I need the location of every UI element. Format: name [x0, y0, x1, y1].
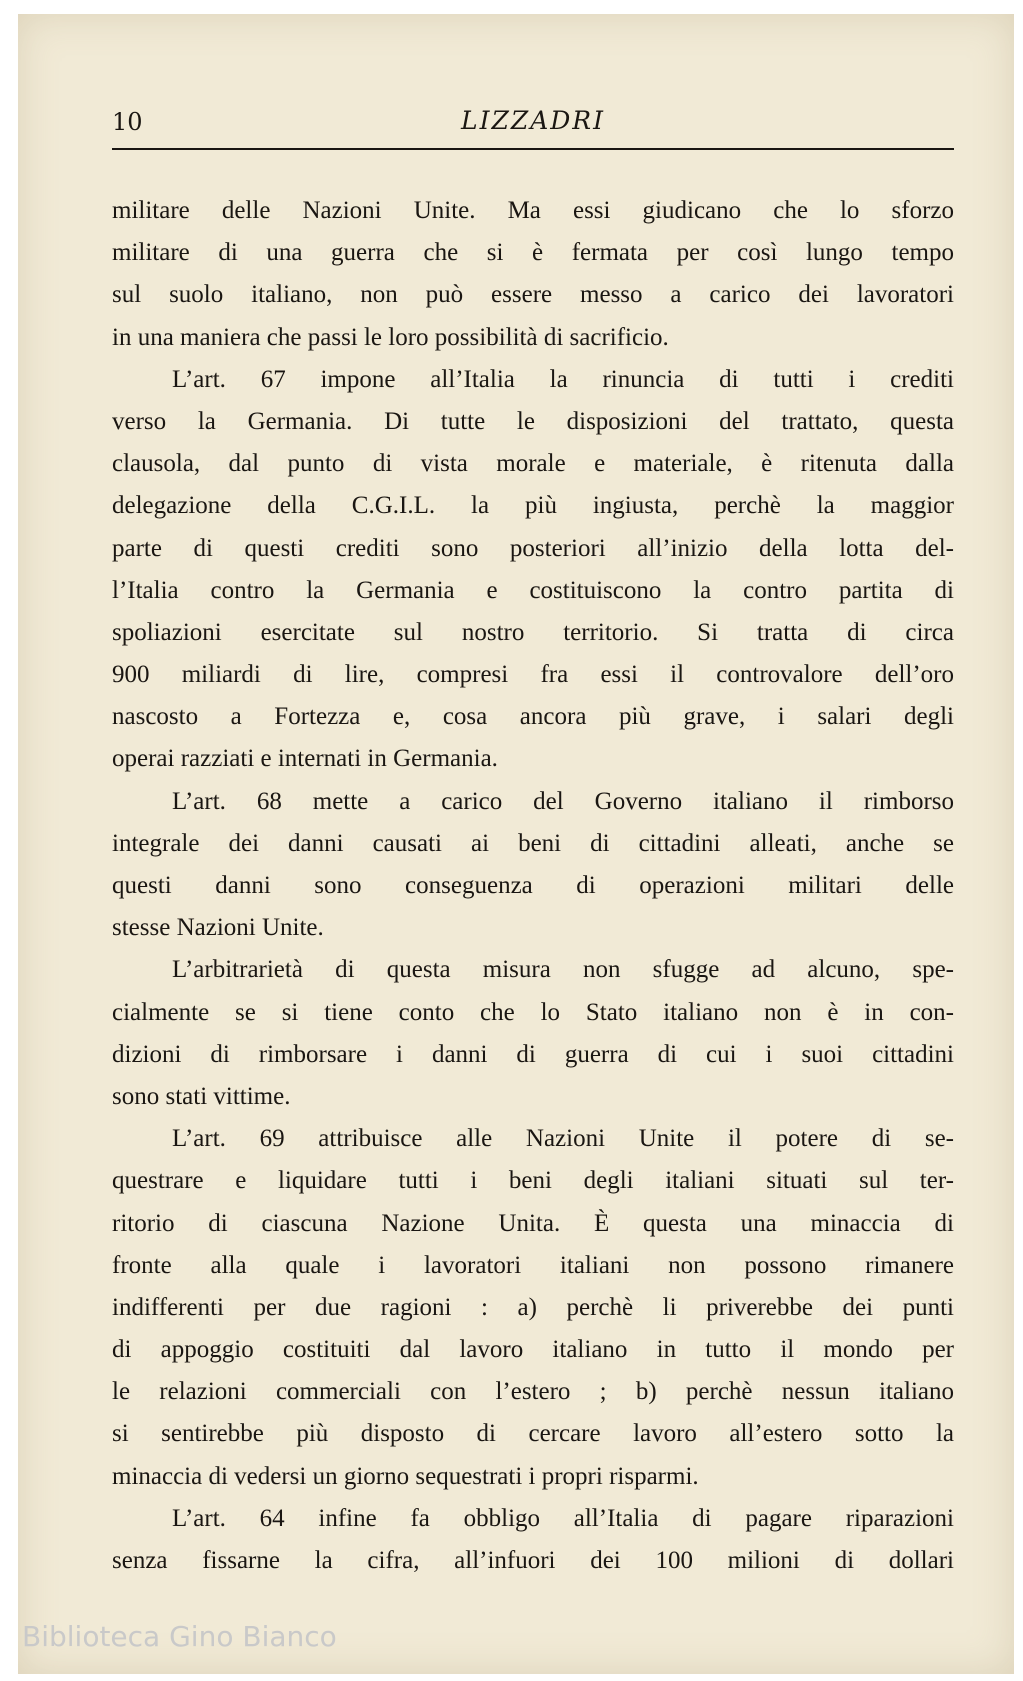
text-line: spoliazioni esercitate sul nostro territorio. Si tratta di circa	[112, 618, 954, 646]
text-line: integrale dei danni causati ai beni di cittadini alleati, anche se	[112, 829, 954, 857]
text-line: nascosto a Fortezza e, cosa ancora più grave, i salari degli	[112, 703, 954, 731]
text-line: senza fissarne la cifra, all’infuori dei 100 milioni di dollari	[112, 1547, 954, 1574]
header-rule	[112, 148, 954, 150]
text-line: sono stati vittime.	[112, 1082, 291, 1110]
text-line: clausola, dal punto di vista morale e materiale, è ritenuta dalla	[112, 450, 954, 478]
text-line: L’arbitrarietà di questa misura non sfugge ad alcuno, spe-	[172, 956, 954, 984]
text-line: verso la Germania. Di tutte le disposizioni del trattato, questa	[112, 407, 954, 435]
text-line: l’Italia contro la Germania e costituiscono la contro partita di	[112, 576, 954, 604]
text-line: L’art. 69 attribuisce alle Nazioni Unite il potere di se-	[172, 1125, 954, 1153]
text-line: cialmente se si tiene conto che lo Stato italiano non è in con-	[112, 998, 954, 1026]
body-text	[112, 190, 954, 1582]
text-line: indifferenti per due ragioni : a) perchè li priverebbe dei punti	[112, 1293, 954, 1321]
text-line: L’art. 64 infine fa obbligo all’Italia di pagare riparazioni	[172, 1504, 954, 1532]
text-line: militare di una guerra che si è fermata per così lungo tempo	[112, 239, 954, 267]
text-line: fronte alla quale i lavoratori italiani non possono rimanere	[112, 1251, 954, 1279]
page-number: 10	[112, 108, 143, 136]
text-line: sul suolo italiano, non può essere messo a carico dei lavoratori	[112, 281, 954, 309]
book-page	[18, 14, 1014, 1674]
text-line: in una maniera che passi le loro possibilità di sacrificio.	[112, 323, 669, 351]
text-line: minaccia di vedersi un giorno sequestrati i propri risparmi.	[112, 1462, 699, 1490]
text-line: 900 miliardi di lire, compresi fra essi il controvalore dell’oro	[112, 661, 954, 689]
text-line: ritorio di ciascuna Nazione Unita. È questa una minaccia di	[112, 1209, 954, 1237]
text-line: militare delle Nazioni Unite. Ma essi giudicano che lo sforzo	[112, 197, 954, 224]
text-line: L’art. 67 impone all’Italia la rinuncia di tutti i crediti	[172, 365, 954, 393]
text-line: parte di questi crediti sono posteriori all’inizio della lotta del-	[112, 534, 954, 562]
text-line: questi danni sono conseguenza di operazioni militari delle	[112, 872, 954, 899]
text-line: delegazione della C.G.I.L. la più ingiusta, perchè la maggior	[112, 492, 954, 520]
running-head: LIZZADRI	[460, 106, 605, 135]
text-line: le relazioni commerciali con l’estero ; b) perchè nessun italiano	[112, 1378, 954, 1406]
text-line: operai razziati e internati in Germania.	[112, 745, 498, 773]
text-line: questrare e liquidare tutti i beni degli italiani situati sul ter-	[112, 1167, 954, 1195]
watermark: Biblioteca Gino Bianco	[22, 1620, 337, 1653]
text-line: di appoggio costituiti dal lavoro italiano in tutto il mondo per	[112, 1336, 954, 1364]
text-line: dizioni di rimborsare i danni di guerra di cui i suoi cittadini	[112, 1040, 954, 1068]
text-line: si sentirebbe più disposto di cercare lavoro all’estero sotto la	[112, 1420, 954, 1448]
text-line: L’art. 68 mette a carico del Governo italiano il rimborso	[172, 787, 954, 815]
text-line: stesse Nazioni Unite.	[112, 914, 324, 942]
page-header	[112, 104, 954, 138]
